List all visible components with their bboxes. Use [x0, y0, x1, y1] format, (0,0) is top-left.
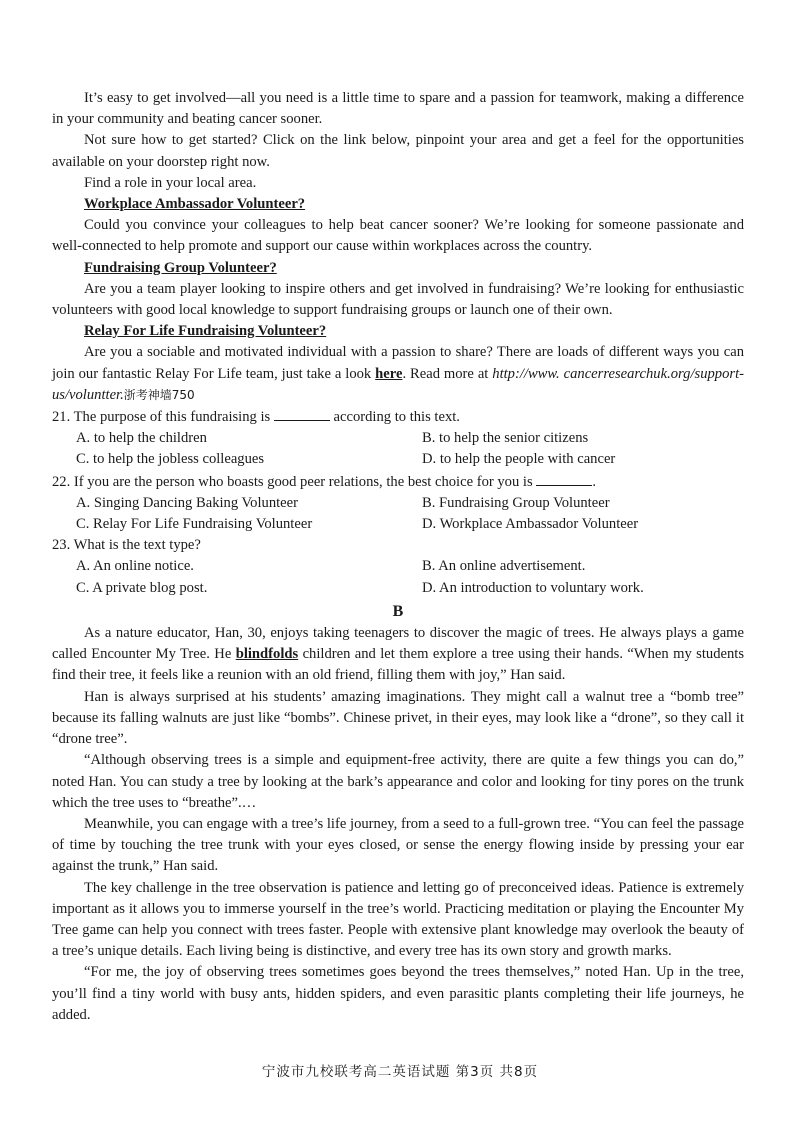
- options: [52, 556, 744, 598]
- option-a: A. An online notice.: [76, 558, 194, 575]
- paragraph: Meanwhile, you can engage with a tree’s life journey, from a seed to a full-grown tree. “You can feel the passage of time by touching the tree trunk with your eyes closed, or sense the energy flowing inside by pressing your ear against the trunk,” Han said.: [52, 815, 744, 875]
- options: [52, 428, 744, 470]
- paragraph: Find a role in your local area.: [84, 174, 257, 191]
- paragraph: Han is always surprised at his students’ amazing imaginations. They might call a walnut tree a “bomb tree” because its falling walnuts are just like “bombs”. Chinese privet, in their eyes, may look like a “drone”, so they call it “drone tree”.: [52, 688, 744, 748]
- role-heading-relay: Relay For Life Fundraising Volunteer?: [84, 323, 327, 340]
- stem-text: .: [592, 473, 596, 490]
- question-21: [52, 406, 744, 471]
- paragraph-text: As a nature educator, Han, 30, enjoys taking teenagers to discover the magic of trees. He always plays a game called Encounter My Tree. He: [52, 625, 744, 663]
- option-c: C. Relay For Life Fundraising Volunteer: [76, 516, 313, 533]
- paragraph: The key challenge in the tree observation is patience and letting go of preconceived ideas. Patience is extremely important as it allows you to immerse yourself in the tree’s world. Practicing meditation or playing the Encounter My Tree game can help you connect with trees faster. People with extensive plant knowledge may overlook the beauty of a tree’s unique details. Each living being is distinctive, and every tree has its own story and growth marks.: [52, 879, 744, 960]
- option-b: B. to help the senior citizens: [422, 430, 589, 447]
- option-d: D. Workplace Ambassador Volunteer: [422, 516, 639, 533]
- paragraph: “For me, the joy of observing trees sometimes goes beyond the trees themselves,” noted Han. Up in the tree, you’ll find a tiny world with busy ants, hidden spiders, and even parasitic plants completing their life journeys, he added.: [52, 964, 744, 1023]
- paragraph: Not sure how to get started? Click on the link below, pinpoint your area and get a feel for the opportunities available on your doorstep right now.: [52, 132, 744, 170]
- bold-term: blindfolds: [235, 646, 299, 663]
- option-a: A. to help the children: [76, 430, 207, 447]
- exam-page: [52, 88, 744, 1026]
- option-c: C. A private blog post.: [76, 579, 208, 596]
- question-stem: [52, 471, 744, 493]
- paragraph: [52, 342, 744, 406]
- answer-blank: [274, 406, 330, 421]
- role-heading-workplace: Workplace Ambassador Volunteer?: [84, 196, 306, 213]
- question-stem: 23. What is the text type?: [52, 537, 201, 554]
- option-b: B. Fundraising Group Volunteer: [422, 494, 610, 511]
- paragraph-text: Are you a sociable and motivated individual with a passion to share? There are loads of different ways you can join our fantastic Relay For Life team, just take a look: [52, 344, 744, 382]
- paragraph-text: children and let them explore a tree using their hands. “When my students find their tree, it feels like a reunion with an old friend, filling them with joy,” Han said.: [52, 646, 744, 684]
- here-link[interactable]: here: [375, 365, 403, 382]
- watermark-text: 浙考神墙750: [123, 387, 195, 402]
- paragraph: Could you convince your colleagues to help beat cancer sooner? We’re looking for someone passionate and well-connected to help promote and support our cause within workplaces across the country.: [52, 217, 744, 255]
- section-label: B: [392, 602, 404, 620]
- question-22: [52, 471, 744, 536]
- options: [52, 493, 744, 535]
- question-23: [52, 535, 744, 599]
- answer-blank: [536, 471, 592, 486]
- url-link[interactable]: http://www. cancerresearchuk.org/support-us/voluntter.: [52, 365, 744, 403]
- option-b: B. An online advertisement.: [422, 558, 586, 575]
- option-d: D. An introduction to voluntary work.: [422, 579, 644, 596]
- paragraph: Are you a team player looking to inspire others and get involved in fundraising? We’re looking for enthusiastic volunteers with good local knowledge to support fundraising groups or launch one of their own.: [52, 280, 744, 319]
- stem-text: 21. The purpose of this fundraising is: [52, 409, 274, 426]
- role-heading-fundraising: Fundraising Group Volunteer?: [84, 259, 277, 276]
- option-c: C. to help the jobless colleagues: [76, 451, 265, 468]
- page-footer: 宁波市九校联考高二英语试题 第3页 共8页: [261, 1064, 539, 1080]
- option-a: A. Singing Dancing Baking Volunteer: [76, 494, 298, 511]
- stem-text: according to this text.: [329, 409, 460, 426]
- paragraph: [52, 623, 744, 687]
- paragraph: It’s easy to get involved—all you need is a little time to spare and a passion for teamwork, making a difference in your community and beating cancer sooner.: [52, 90, 744, 128]
- option-d: D. to help the people with cancer: [422, 451, 616, 468]
- stem-text: 22. If you are the person who boasts good peer relations, the best choice for you is: [52, 473, 537, 490]
- paragraph: “Although observing trees is a simple and equipment-free activity, there are quite a few things you can do,” noted Han. You can study a tree by looking at the bark’s appearance and color and looking for tiny pores on the trunk which the tree uses to “breathe”.…: [52, 752, 744, 811]
- question-stem: [52, 406, 744, 428]
- paragraph-text: . Read more at: [402, 365, 493, 382]
